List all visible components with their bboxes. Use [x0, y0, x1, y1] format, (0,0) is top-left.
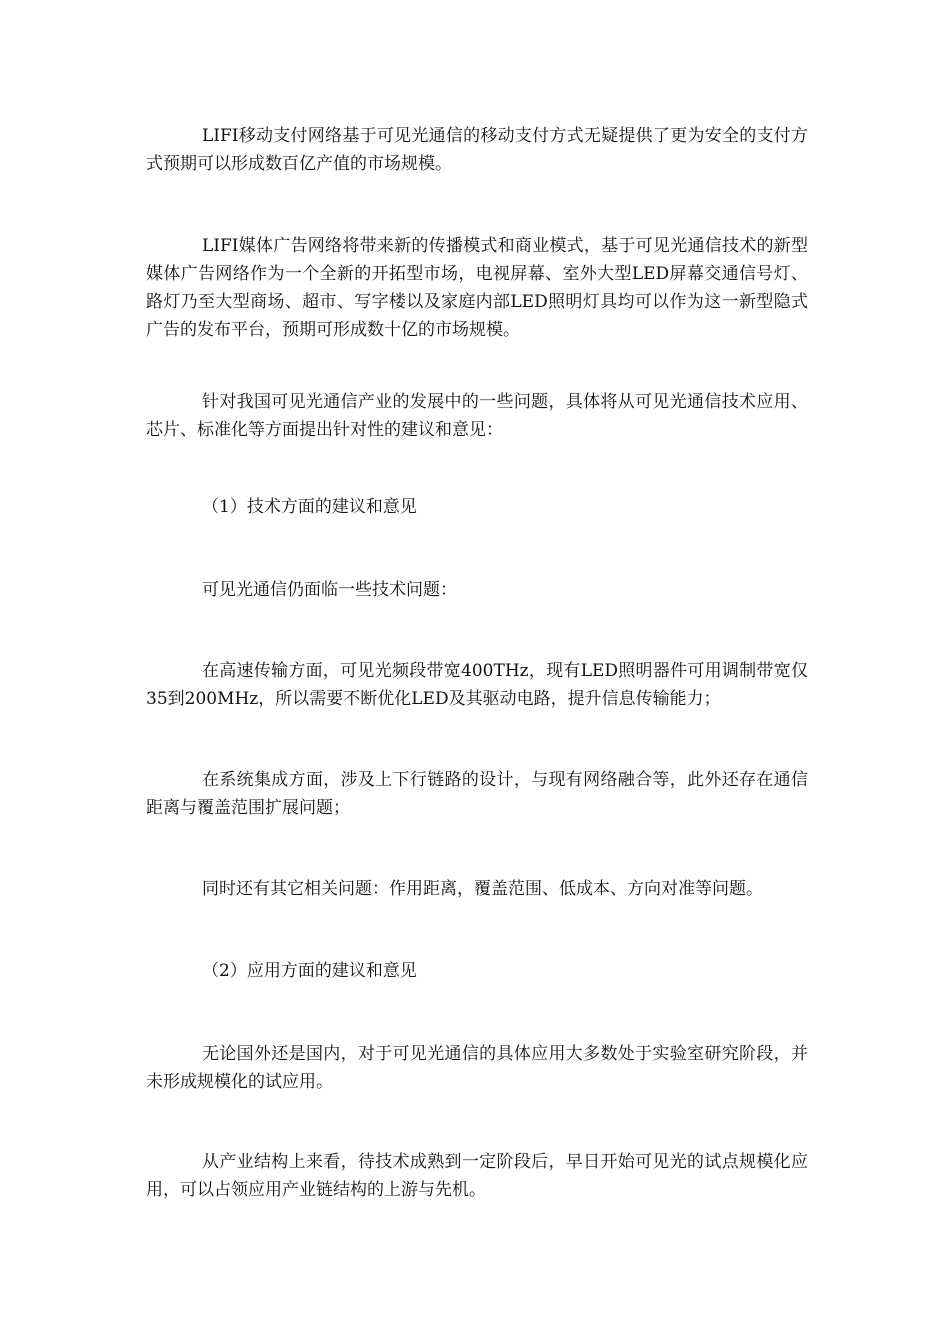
paragraph-lifi-media-advertising: LIFI媒体广告网络将带来新的传播模式和商业模式，基于可见光通信技术的新型媒体广告网络作为一个全新的开拓型市场，电视屏幕、室外大型LED屏幕交通信号灯、路灯乃至大型商场、超市、写字楼以及家庭内部LED照明灯具均可以作为这一新型隐式广告的发布平台，预期可形成数十亿的市场规模。 [146, 236, 808, 340]
paragraph-technical-problems: 可见光通信仍面临一些技术问题： [202, 580, 457, 600]
paragraph-suggestions-intro: 针对我国可见光通信产业的发展中的一些问题，具体将从可见光通信技术应用、芯片、标准化等方面提出针对性的建议和意见： [146, 392, 808, 440]
section-heading-application: （2）应用方面的建议和意见 [202, 961, 417, 981]
paragraph-industry-structure: 从产业结构上来看，待技术成熟到一定阶段后，早日开始可见光的试点规模化应用，可以占领应用产业链结构的上游与先机。 [146, 1152, 808, 1200]
paragraph-high-speed-transmission: 在高速传输方面，可见光频段带宽400THz，现有LED照明器件可用调制带宽仅35到200MHz，所以需要不断优化LED及其驱动电路，提升信息传输能力； [146, 661, 808, 709]
paragraph-lifi-mobile-payment: LIFI移动支付网络基于可见光通信的移动支付方式无疑提供了更为安全的支付方式预期可以形成数百亿产值的市场规模。 [146, 126, 808, 174]
section-heading-technology: （1）技术方面的建议和意见 [202, 497, 417, 517]
paragraph-application-status: 无论国外还是国内，对于可见光通信的具体应用大多数处于实验室研究阶段，并未形成规模化的试应用。 [146, 1044, 808, 1092]
paragraph-other-problems: 同时还有其它相关问题：作用距离，覆盖范围、低成本、方向对准等问题。 [202, 879, 763, 899]
paragraph-system-integration: 在系统集成方面，涉及上下行链路的设计，与现有网络融合等，此外还存在通信距离与覆盖范围扩展问题； [146, 770, 808, 818]
